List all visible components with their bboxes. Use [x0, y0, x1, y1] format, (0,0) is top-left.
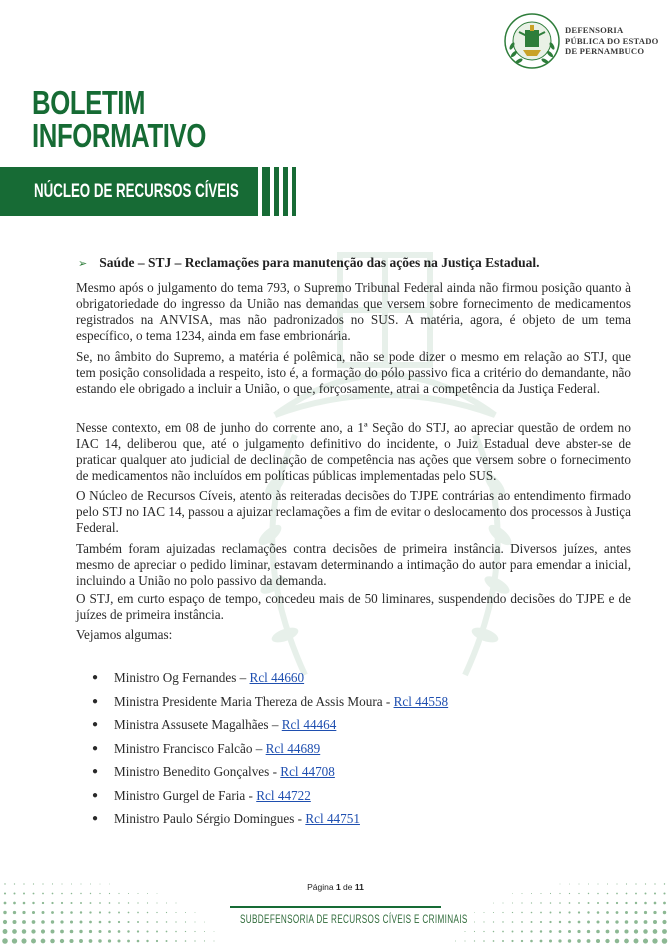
rcl-link[interactable]: Rcl 44751 [305, 811, 360, 826]
defensoria-seal-icon [503, 12, 561, 70]
paragraph-4: O Núcleo de Recursos Cíveis, atento às reiteradas decisões do TJPE contrárias ao entendimento firmado pelo STJ no IAC 14, passou a ajuizar reclamações a fim de evitar o deslocamento dos processos à Justiça Federal. [76, 488, 631, 535]
org-line-1: DEFENSORIA [565, 25, 624, 35]
disc-bullet-icon: ● [92, 672, 99, 683]
disc-bullet-icon: ● [92, 813, 99, 824]
list-item [92, 764, 448, 788]
decision-judge: Ministra Presidente Maria Thereza de Assis Moura - [114, 693, 394, 709]
list-item [92, 741, 448, 765]
banner-label: NÚCLEO DE RECURSOS CÍVEIS [34, 181, 239, 202]
footer-rule [230, 906, 441, 908]
page-total: 11 [354, 882, 364, 892]
bulletin-title [32, 86, 206, 152]
list-item [92, 811, 448, 835]
article-heading [78, 255, 540, 271]
decisions-list [92, 670, 448, 835]
title-line-1: BOLETIM [32, 84, 146, 121]
decision-judge: Ministro Benedito Gonçalves - [114, 764, 281, 779]
arrowhead-icon: ➢ [78, 257, 88, 270]
decision-judge: Ministra Assusete Magalhães – [114, 717, 282, 732]
list-item [92, 694, 448, 718]
paragraph-3: Nesse contexto, em 08 de junho do corrente ano, a 1ª Seção do STJ, ao apreciar questão de ordem no IAC 14, deliberou que, até o julgamento definitivo do incidente, o Juiz Estadual deve abster-se de praticar qualquer ato judicial de declinação de competência nas ações que versem sobre o fornecimento de medicamentos não incluídos em políticas públicas implementadas pelo SUS. [76, 420, 631, 483]
paragraph-1: Mesmo após o julgamento do tema 793, o Supremo Tribunal Federal ainda não firmou posição quanto à obrigatoriedade do ingresso da União nas demandas que versem sobre fornecimento de medicamentos registrados na ANVISA, mas não padronizados no SUS. A matéria, agora, é objeto de um tema específico, o tema 1234, ainda em fase embrionária. [76, 280, 631, 343]
dot-pattern-left [0, 860, 230, 944]
rcl-link[interactable]: Rcl 44660 [249, 670, 305, 685]
decision-judge: Ministro Gurgel de Faria - [114, 787, 257, 803]
org-line-2: PÚBLICA DO ESTADO [565, 35, 659, 46]
page-word: Página [307, 882, 334, 892]
rcl-link[interactable]: Rcl 44722 [256, 787, 311, 803]
paragraph-2: Se, no âmbito do Supremo, a matéria é polêmica, não se pode dizer o mesmo em relação ao STJ, que tem posição consolidada a respeito, isto é, a formação do pólo passivo fica a critério do demandante, não estando ele obrigado a incluir a União, o que, forçosamente, atrai a competência da Justiça Federal. [76, 349, 631, 396]
section-banner [0, 167, 258, 216]
disc-bullet-icon: ● [92, 766, 99, 777]
rcl-link[interactable]: Rcl 44558 [393, 693, 449, 709]
footer-department: SUBDEFENSORIA DE RECURSOS CÍVEIS E CRIMINAIS [240, 912, 468, 926]
disc-bullet-icon: ● [92, 695, 99, 707]
rcl-link[interactable]: Rcl 44689 [265, 740, 321, 756]
title-line-2: INFORMATIVO [32, 117, 206, 154]
list-item [92, 717, 448, 741]
article-heading-text: Saúde – STJ – Reclamações para manutenção das ações na Justiça Estadual. [99, 255, 540, 270]
decision-judge: Ministro Paulo Sérgio Domingues - [114, 811, 306, 826]
footer-band [230, 906, 468, 944]
page-number [0, 882, 671, 892]
organization-name [565, 25, 659, 57]
decision-judge: Ministro Og Fernandes – [114, 670, 250, 685]
paragraph-5: Também foram ajuizadas reclamações contra decisões de primeira instância. Diversos juízes, antes mesmo de apreciar o pedido liminar, estavam determinando a intimação do autor para emendar a inicial, incluindo a União no polo passivo da demanda. [76, 541, 631, 588]
decision-judge: Ministro Francisco Falcão – [114, 740, 266, 756]
page-current: 1 [335, 882, 341, 892]
disc-bullet-icon: ● [92, 719, 99, 730]
list-item [92, 788, 448, 812]
disc-bullet-icon: ● [92, 742, 99, 754]
org-line-3: DE PERNAMBUCO [565, 46, 645, 56]
dot-pattern-right [441, 860, 671, 944]
rcl-link[interactable]: Rcl 44464 [281, 717, 337, 732]
paragraph-7: Vejamos algumas: [76, 627, 173, 642]
rcl-link[interactable]: Rcl 44708 [280, 764, 335, 779]
disc-bullet-icon: ● [92, 789, 99, 801]
list-item [92, 670, 448, 694]
page-of: de [343, 882, 353, 892]
paragraph-6: O STJ, em curto espaço de tempo, concedeu mais de 50 liminares, suspendendo decisões do TJPE e de juízes de primeira instância. [76, 591, 631, 622]
